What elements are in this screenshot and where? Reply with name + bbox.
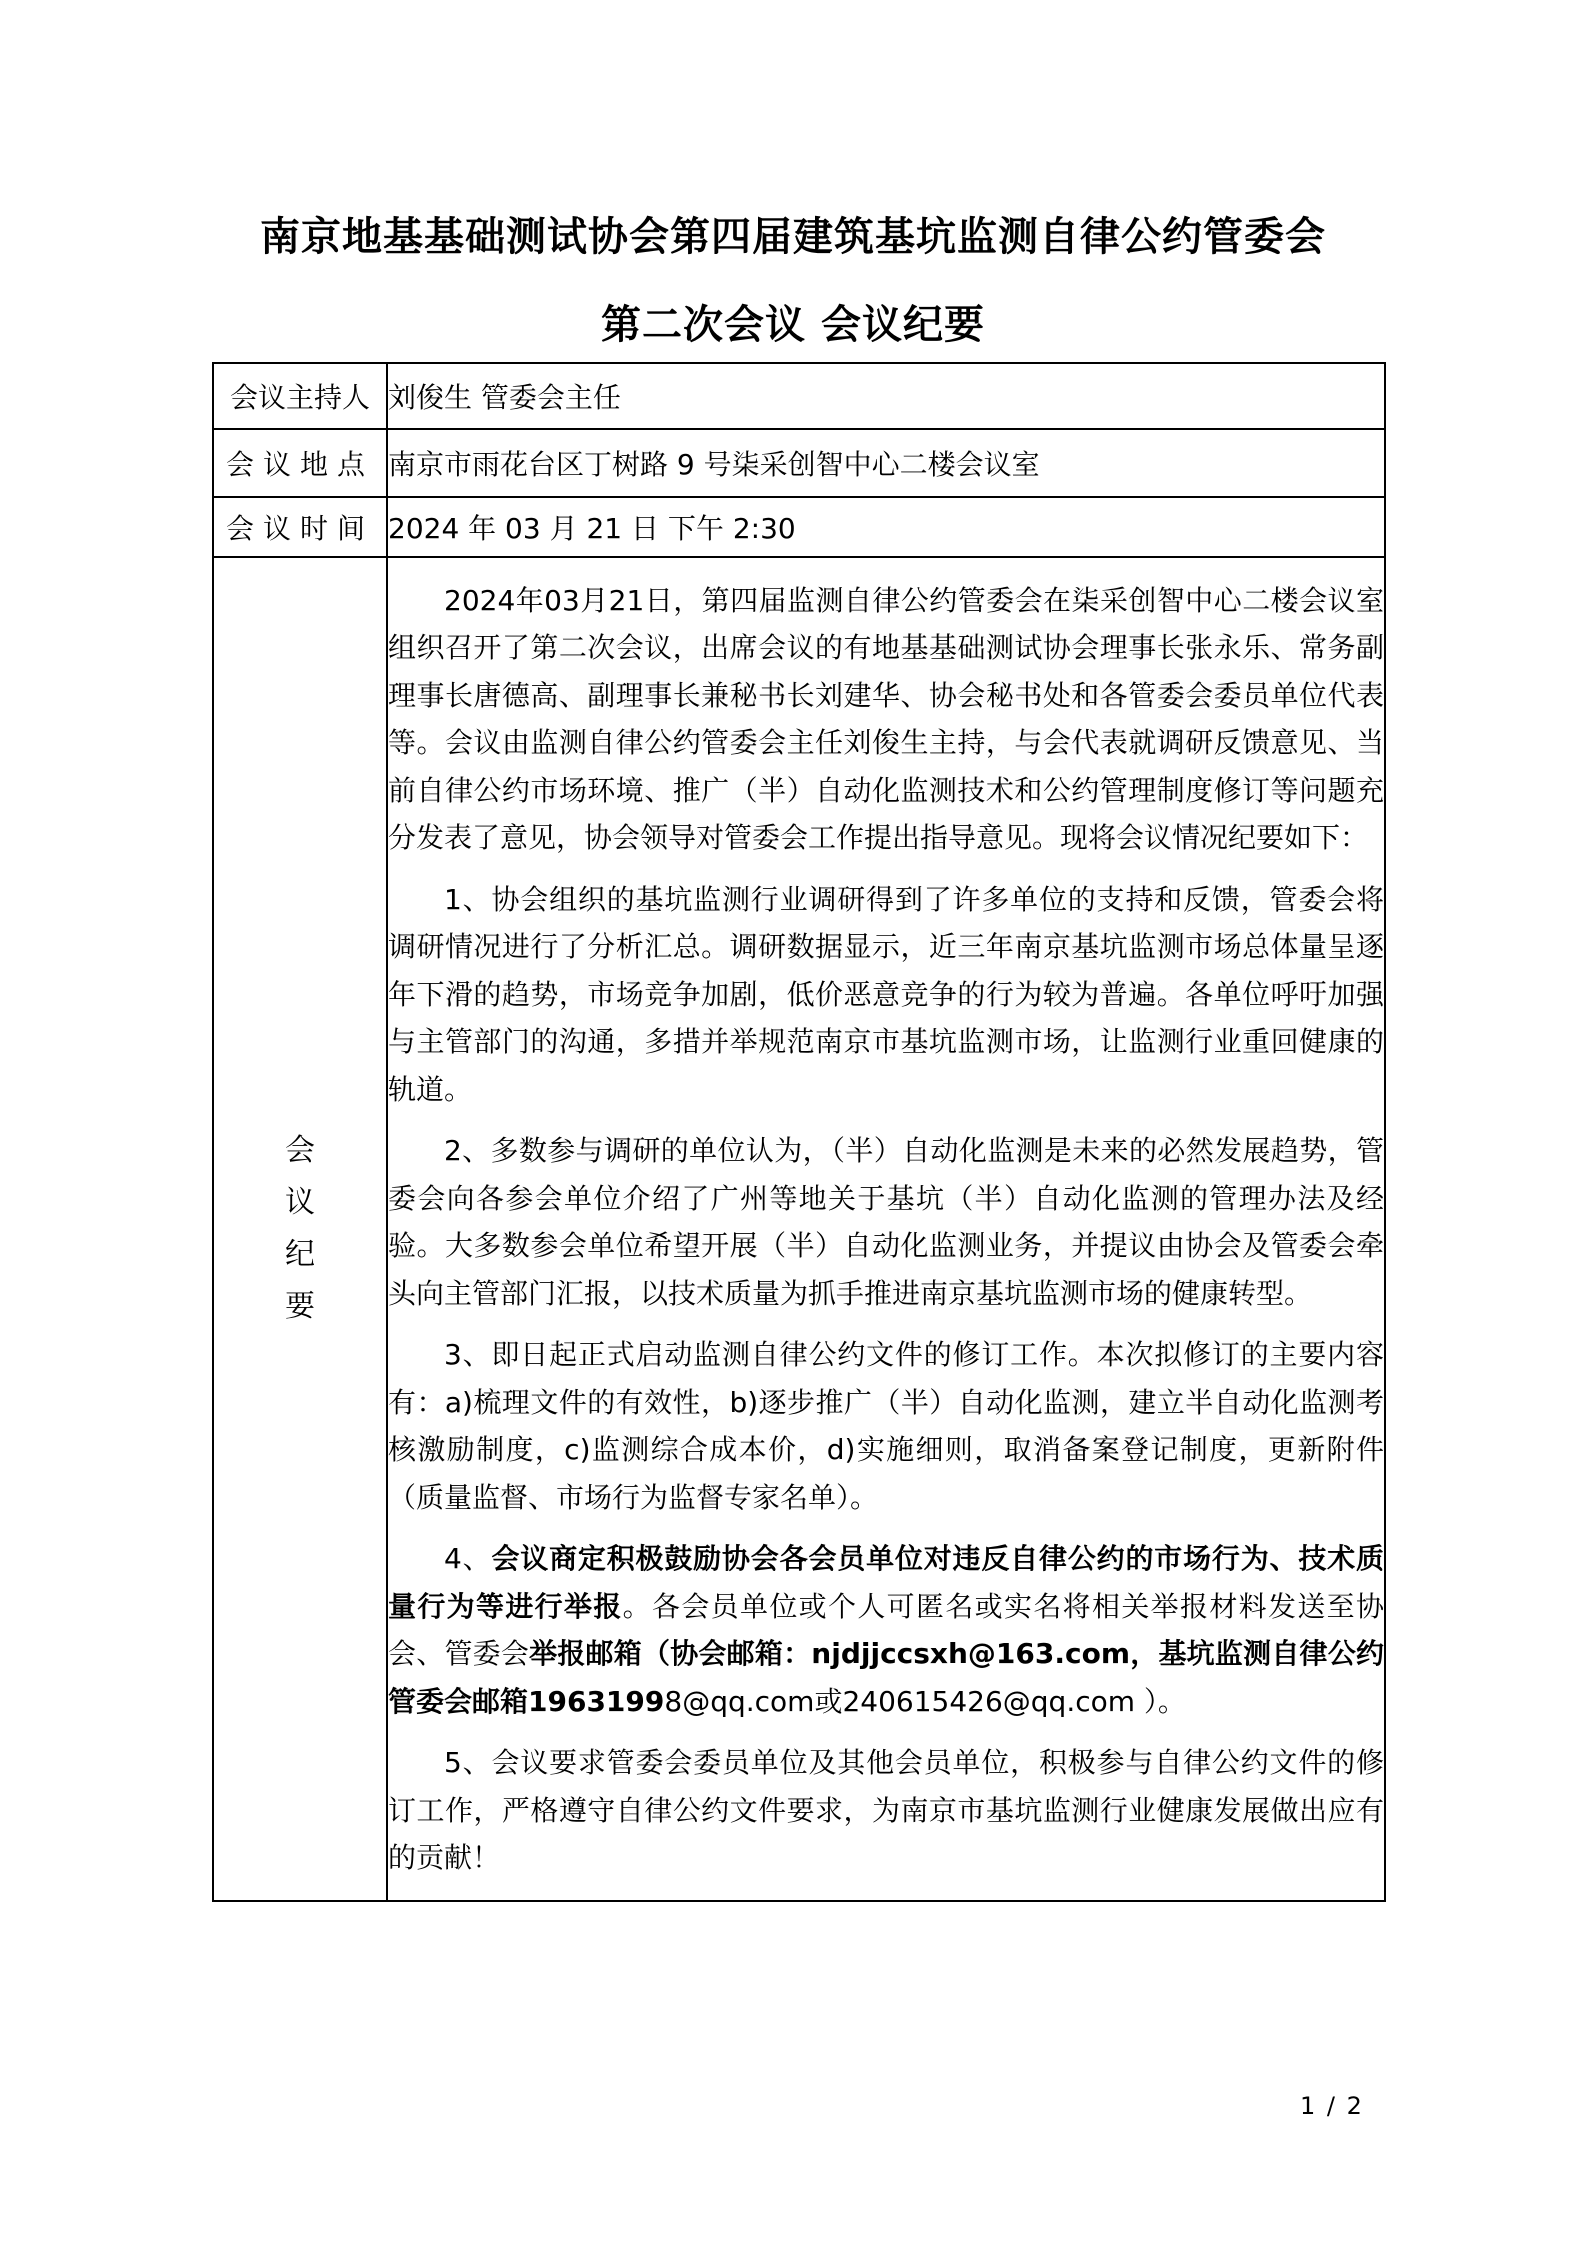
item-4-report-emails: 举报邮箱（协会邮箱：njdjjccsxh@163.com，基坑监测自律公约管委会邮箱1963199 <box>388 1637 1384 1718</box>
document-title-line2: 第二次会议 会议纪要 <box>601 301 985 348</box>
minutes-item-3: 3、即日起正式启动监测自律公约文件的修订工作。本次拟修订的主要内容有：a)梳理文件的有效性，b)逐步推广（半）自动化监测，建立半自动化监测考核激励制度，c)监测综合成本价，d)实施细则，取消备案登记制度，更新附件（质量监督、市场行为监督专家名单）。 <box>388 1338 1384 1514</box>
host-label: 会议主持人 <box>213 363 387 429</box>
time-row <box>213 497 1385 557</box>
minutes-row <box>213 557 1385 1901</box>
item-4-text: 。各会员单位或个人可匿名或实名将相关举报材料发送至协会、管委会 <box>388 1589 1384 1670</box>
minutes-item-1: 1、协会组织的基坑监测行业调研得到了许多单位的支持和反馈，管委会将调研情况进行了分析汇总。调研数据显示，近三年南京基坑监测市场总体量呈逐年下滑的趋势，市场竞争加剧，低价恶意竞争的行为较为普遍。各单位呼吁加强与主管部门的沟通，多措并举规范南京市基坑监测市场，让监测行业重回健康的轨道。 <box>388 882 1384 1106</box>
minutes-intro-paragraph: 2024年03月21日，第四届监测自律公约管委会在柒采创智中心二楼会议室组织召开了第二次会议，出席会议的有地基基础测试协会理事长张永乐、常务副理事长唐德高、副理事长兼秘书长刘建华、协会秘书处和各管委会委员单位代表等。会议由监测自律公约管委会主任刘俊生主持，与会代表就调研反馈意见、当前自律公约市场环境、推广（半）自动化监测技术和公约管理制度修订等问题充分发表了意见，协会领导对管委会工作提出指导意见。现将会议情况纪要如下： <box>388 583 1384 854</box>
minutes-label-char: 会 <box>285 1133 315 1168</box>
document-title-line1: 南京地基基础测试协会第四届建筑基坑监测自律公约管委会 <box>260 213 1326 260</box>
minutes-body <box>387 557 1385 1901</box>
meeting-minutes-table <box>212 362 1386 1902</box>
minutes-label-char: 纪 <box>285 1237 315 1272</box>
host-row <box>213 363 1385 429</box>
minutes-item-5: 5、会议要求管委会委员单位及其他会员单位，积极参与自律公约文件的修订工作，严格遵守自律公约文件要求，为南京市基坑监测行业健康发展做出应有的贡献！ <box>388 1746 1384 1874</box>
item-4-email-tail: 8@qq.com或240615426@qq.com ）。 <box>664 1684 1186 1718</box>
place-value: 南京市雨花台区丁树路 9 号柒采创智中心二楼会议室 <box>387 429 1385 497</box>
host-value: 刘俊生 管委会主任 <box>387 363 1385 429</box>
place-row <box>213 429 1385 497</box>
minutes-label-char: 议 <box>285 1185 315 1220</box>
minutes-label-char: 要 <box>285 1289 315 1324</box>
page-number: 1 / 2 <box>1300 2092 1364 2120</box>
time-label: 会议时间 <box>213 497 387 557</box>
minutes-label <box>213 557 387 1901</box>
item-4-number: 4、 <box>444 1542 492 1575</box>
place-label: 会议地点 <box>213 429 387 497</box>
item-4-bold-statement: 会议商定积极鼓励协会各会员单位对违反自律公约的市场行为、技术质量行为等进行举报 <box>388 1542 1384 1623</box>
minutes-item-4 <box>388 1535 1384 1725</box>
minutes-item-2: 2、多数参与调研的单位认为，（半）自动化监测是未来的必然发展趋势，管委会向各参会单位介绍了广州等地关于基坑（半）自动化监测的管理办法及经验。大多数参会单位希望开展（半）自动化监测业务，并提议由协会及管委会牵头向主管部门汇报，以技术质量为抓手推进南京基坑监测市场的健康转型。 <box>388 1134 1384 1310</box>
time-value: 2024 年 03 月 21 日 下午 2:30 <box>387 497 1385 557</box>
